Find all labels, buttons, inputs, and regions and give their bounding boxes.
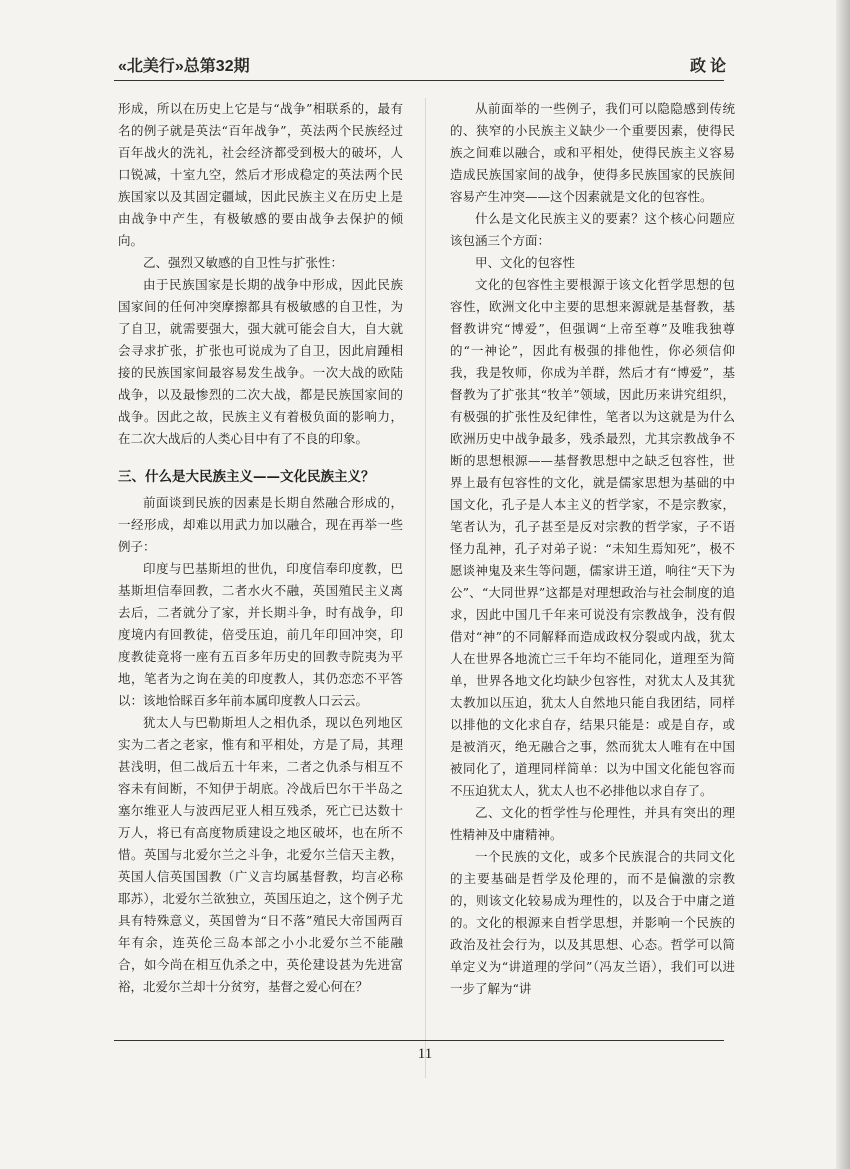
paragraph: 一个民族的文化，或多个民族混合的共同文化的主要基础是哲学及伦理的，而不是偏激的宗教的，则该文化较易成为理性的，以及合于中庸之道的。文化的根源来自哲学思想，并影响一个民族的政治及社会行为，以及其思想、心态。哲学可以简单定义为“讲道理的学问”（冯友兰语），我们可以进一步了解为“讲 — [450, 849, 735, 996]
subheading: 乙、文化的哲学性与伦理性，并具有突出的理性精神及中庸精神。 — [450, 805, 735, 842]
section-heading: 三、什么是大民族主义——文化民族主义？ — [118, 469, 375, 485]
right-column — [450, 98, 735, 1098]
paragraph: 由于民族国家是长期的战争中形成，因此民族国家间的任何冲突摩擦都具有极敏感的自卫性，为了自卫，就需要强大，强大就可能会自大，自大就会寻求扩张，扩张也可说成为了自卫，因此肩踵相接的民族国家间最容易发生战争。一次大战的欧陆战争，以及最惨烈的二次大战，都是民族国家间的战争。因此之故，民族主义有着极负面的影响力，在二次大战后的人类心目中有了不良的印象。 — [118, 277, 403, 446]
header-rule — [114, 80, 724, 81]
page-number: 11 — [417, 1046, 433, 1062]
left-column — [118, 98, 403, 1098]
paragraph: 形成，所以在历史上它是与“战争”相联系的，最有名的例子就是英法“百年战争”，英法两个民族经过百年战火的洗礼，社会经济都受到极大的破坏，人口锐减，十室九空，然后才形成稳定的英法两个民族国家以及其固定疆域，因此民族主义在历史上是由战争中产生，有极敏感的要由战争去保护的倾向。 — [118, 101, 403, 248]
paragraph: 犹太人与巴勒斯坦人之相仇杀，现以色列地区实为二者之老家，惟有和平相处，方是了局，其理甚浅明，但二战后五十年来，二者之仇杀与相互不容未有间断，不知伊于胡底。冷战后巴尔干半岛之塞尔维亚人与波西尼亚人相互残杀，死亡已达数十万人，将已有高度物质建设之地区破坏，也在所不惜。英国与北爱尔兰之斗争，北爱尔兰信天主教，英国人信英国国教（广义言均属基督教，均言必称耶苏），北爱尔兰欲独立，英国压迫之，这个例子尤具有特殊意义，英国曾为“日不落”殖民大帝国两百年有余，连英伦三岛本部之小小北爱尔兰不能融合，如今尚在相互仇杀之中，英伦建设甚为先进富裕，北爱尔兰却十分贫穷，基督之爱心何在？ — [118, 715, 403, 994]
footer-rule — [114, 1040, 724, 1041]
scan-edge-shadow — [836, 0, 850, 1169]
paragraph: 从前面举的一些例子，我们可以隐隐感到传统的、狭窄的小民族主义缺少一个重要因素，使得民族之间难以融合，或和平相处，使得民族主义容易造成民族国家间的战争，使得多民族国家的民族间容易产生冲突——这个因素就是文化的包容性。 — [450, 101, 735, 204]
paragraph: 前面谈到民族的因素是长期自然融合形成的，一经形成，却难以用武力加以融合，现在再举一些例子： — [118, 495, 403, 554]
paragraph: 文化的包容性主要根源于该文化哲学思想的包容性，欧洲文化中主要的思想来源就是基督教，基督教讲究“博爱”，但强调“上帝至尊”及唯我独尊的“一神论”，因此有极强的排他性，你必须信仰我，我是牧师，你成为羊群，然后才有“博爱”，基督教为了扩张其“牧羊”领域，因此历来讲究组织，有极强的扩张性及纪律性，笔者以为这就是为什么欧洲历史中战争最多，残杀最烈，尤其宗教战争不断的思想根源——基督教思想中之缺乏包容性，世界上最有包容性的文化，就是儒家思想为基础的中国文化，孔子是人本主义的哲学家，不是宗教家，笔者认为，孔子甚至是反对宗教的哲学家，子不语怪力乱神，孔子对弟子说：“未知生焉知死”，极不愿谈神鬼及来生等问题，儒家讲王道，响往“天下为公”、“大同世界”这都是对理想政治与社会制度的追求，因此中国几千年来可说没有宗教战争，没有假借对“神”的不同解释而造成政权分裂或内战，犹太人在世界各地流亡三千年均不能同化，道理至为简单，世界各地文化均缺少包容性，对犹太人及其犹太教加以压迫，犹太人自然地只能自我团结，同样以排他的文化求自存，结果只能是：或是自存，或是被消灭，绝无融合之事，然而犹太人唯有在中国被同化了，道理同样简单：以为中国文化能包容而不压迫犹太人，犹太人也不必排他以求自存了。 — [450, 277, 735, 798]
journal-header: «北美行»总第32期 — [118, 58, 250, 75]
paragraph: 什么是文化民族主义的要素？这个核心问题应该包涵三个方面： — [450, 211, 735, 248]
subheading: 乙、强烈又敏感的自卫性与扩张性： — [143, 255, 344, 270]
column-gutter — [425, 98, 426, 1078]
subheading: 甲、文化的包容性 — [475, 255, 576, 270]
section-header: 政论 — [689, 56, 730, 75]
paragraph: 印度与巴基斯坦的世仇，印度信奉印度教，巴基斯坦信奉回教，二者水火不融，英国殖民主义离去后，二者就分了家，并长期斗争，时有战争，印度境内有回教徒，倍受压迫，前几年印回冲突，印度教徒竟将一座有五百多年历史的回教寺院夷为平地，笔者为之询在美的印度教人，其仍恋恋不平答以：该地恰睬百多年前本属印度教人口云云。 — [118, 561, 403, 708]
